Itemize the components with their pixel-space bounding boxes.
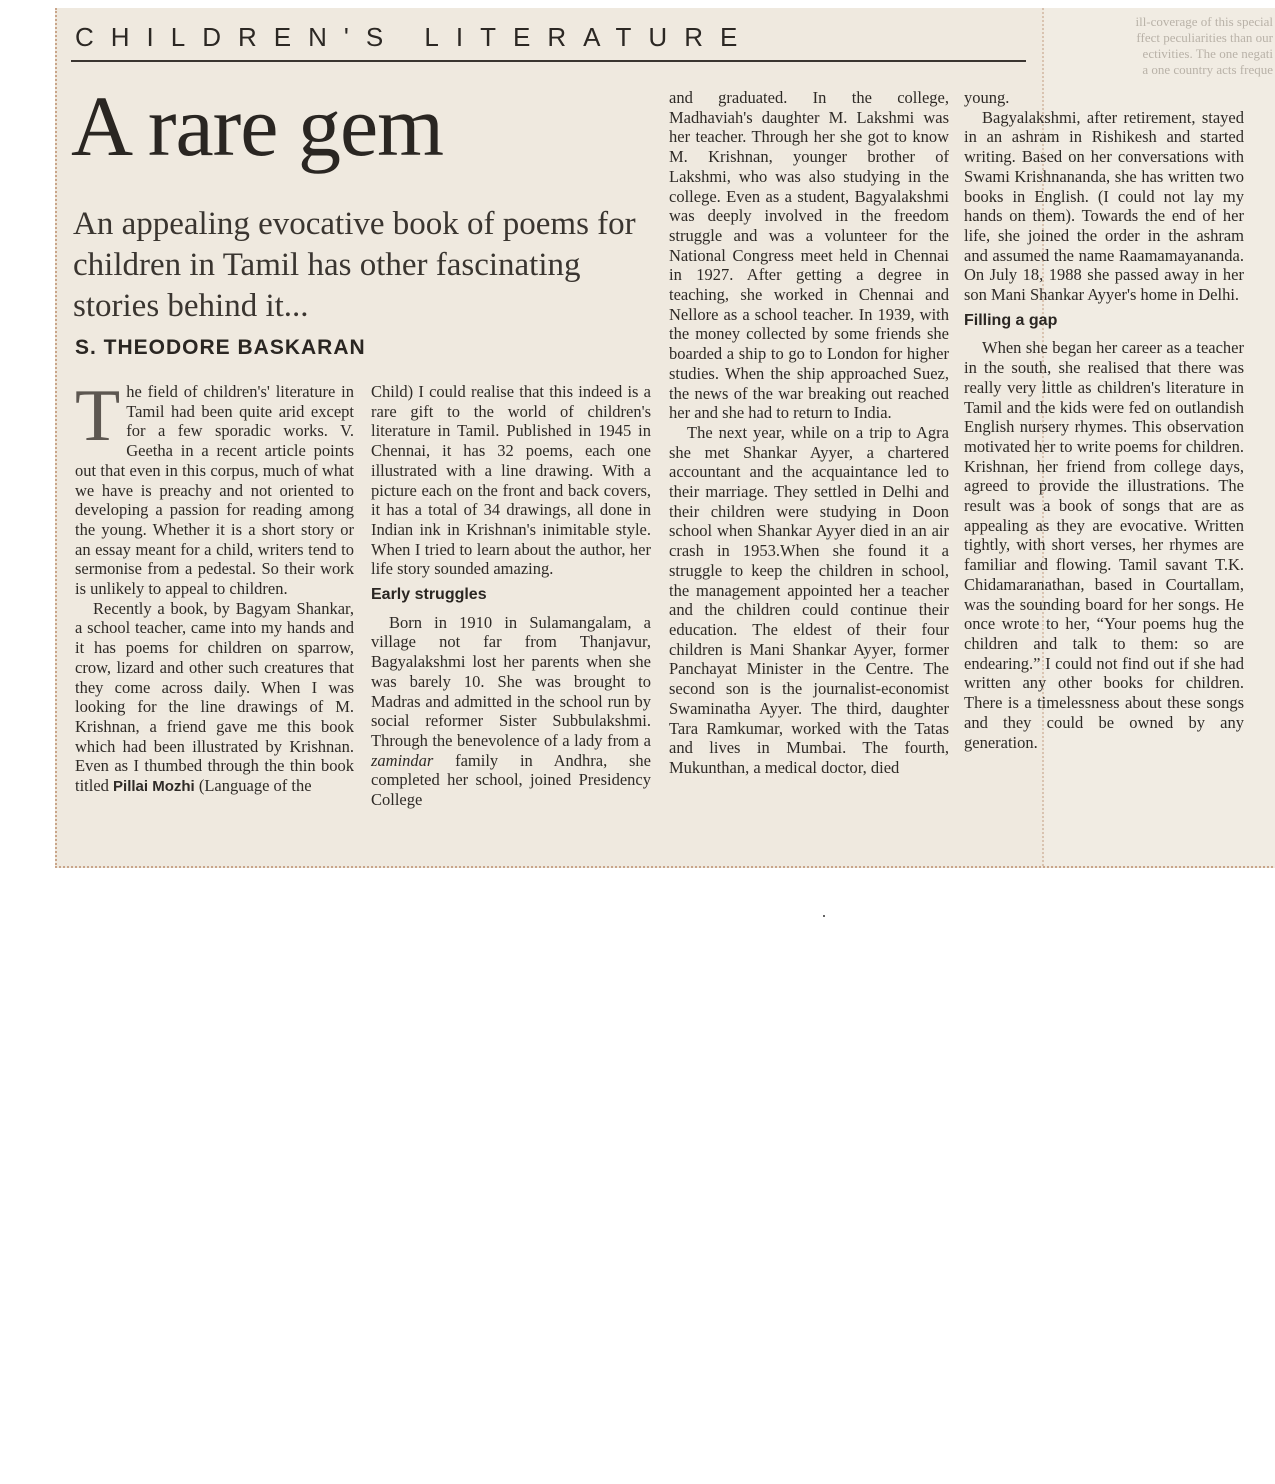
newspaper-clipping bbox=[55, 8, 1275, 868]
section-kicker: CHILDREN'S LITERATURE bbox=[75, 22, 755, 52]
paragraph-text: Recently a book, by Bagyam Shankar, a school teacher, came into my hands and it has poems for children on sparrow, crow, lizard and other such creatures that they come across daily. When I was looking for the line drawings of M. Krishnan, a friend gave me this book which had been illustrated by Krishnan. Even as I thumbed through the thin book titled bbox=[75, 598, 354, 796]
adjacent-line: a one country acts freque bbox=[1142, 62, 1273, 77]
paragraph: The next year, while on a trip to Agra she met Shankar Ayyer, a chartered accountant and the acquaintance led to their marriage. They settled in Delhi and their children were studying in Doon school when Shankar Ayyer died in an air crash in 1953.When she found it a struggle to keep the children in school, the management appointed her a teacher and the children could continue their education. The eldest of their four children is Mani Shankar Ayyer, former Panchayat Minister in the Centre. The second son is the journalist-economist Swaminatha Ayyer. The third, daughter Tara Ramkumar, worked with the Tatas and lives in Mumbai. The fourth, Mukunthan, a medical doctor, died bbox=[669, 422, 949, 777]
paragraph: young. bbox=[964, 88, 1010, 107]
deck: An appealing evocative book of poems for children in Tamil has other fascinating stories behind it... bbox=[73, 206, 636, 324]
paragraph: Bagyalakshmi, after retirement, stayed in an ashram in Rishikesh and started writing. Based on her conversations with Swami Krishnananda, she has written two books in English. (I could not lay my hands on them). Towards the end of her life, she joined the order in the ashram and assumed the name Raamamayananda. On July 18, 1988 she passed away in her son Mani Shankar Ayyer's home in Delhi. bbox=[964, 107, 1244, 305]
adjacent-line: ill-coverage of this special bbox=[1135, 14, 1273, 29]
column-3 bbox=[669, 88, 949, 778]
speck bbox=[823, 915, 825, 917]
paragraph bbox=[371, 613, 651, 810]
book-title: Pillai Mozhi bbox=[113, 778, 195, 796]
adjacent-text bbox=[1053, 14, 1273, 78]
byline: S. THEODORE BASKARAN bbox=[75, 336, 366, 359]
paragraph-text: family in Andhra, she completed her school, joined Presidency College bbox=[371, 750, 651, 810]
drop-cap: T bbox=[75, 375, 121, 457]
paragraph-text: (Language of the bbox=[194, 776, 312, 796]
column-4 bbox=[964, 88, 1244, 752]
italic-word: zamindar bbox=[371, 750, 434, 770]
adjacent-line: ectivities. The one negati bbox=[1142, 46, 1273, 61]
headline: A rare gem bbox=[71, 78, 444, 174]
paragraph-text: he field of children's' literature in Tamil had been quite arid except for a few sporadic works. V. Geetha in a recent article points out that even in this corpus, much of what we have is preachy and not oriented to developing a passion for reading among the young. Whether it is a short story or an essay meant for a child, writers tend to sermonise from a pedestal. So their work is unlikely to appeal to children. bbox=[75, 382, 354, 599]
subhead: Filling a gap bbox=[964, 311, 1058, 329]
adjacent-line: ffect peculiarities than our bbox=[1136, 30, 1273, 45]
paragraph bbox=[75, 599, 354, 797]
subhead: Early struggles bbox=[371, 586, 487, 604]
paragraph bbox=[75, 375, 354, 599]
paragraph-text: Born in 1910 in Sulamangalam, a village not far from Thanjavur, Bagyalakshmi lost her parents when she was barely 10. She was brought to Madras and admitted in the school run by social reformer Sister Subbulakshmi. Through the benevolence of a lady from a bbox=[371, 612, 651, 750]
column-1 bbox=[75, 375, 354, 797]
section-rule bbox=[71, 60, 1026, 62]
paragraph: and graduated. In the college, Madhaviah's daughter M. Lakshmi was her teacher. Through her she got to know M. Krishnan, younger brother of Lakshmi, who was also studying in the college. Even as a student, Bagyalakshmi was deeply involved in the freedom struggle and was a volunteer for the National Congress meet held in Chennai in 1927. After getting a degree in teaching, she worked in Chennai and Nellore as a school teacher. In 1939, with the money collected by some friends she boarded a ship to go to London for higher studies. When the ship approached Suez, the news of the war breaking out reached her and she had to return to India. bbox=[669, 88, 949, 423]
column-2 bbox=[371, 382, 651, 810]
paragraph: Child) I could realise that this indeed is a rare gift to the world of children's literature in Tamil. Published in 1945 in Chennai, it has 32 poems, each one illustrated with a line drawing. With a picture each on the front and back covers, it has a total of 34 drawings, all done in Indian ink in Krishnan's inimitable style. When I tried to learn about the author, her life story sounded amazing. bbox=[371, 382, 651, 579]
paragraph: When she began her career as a teacher in the south, she realised that there was really very little as children's literature in Tamil and the kids were fed on outlandish English nursery rhymes. This observation motivated her to write poems for children. Krishnan, her friend from college days, agreed to provide the illustrations. The result was a book of songs that are as appealing as they are evocative. Written tightly, with short verses, her rhymes are familiar and flowing. Tamil savant T.K. Chidamaranathan, based in Courtallam, was the sounding board for her songs. He once wrote to her, “Your poems hug the children and talk to them: so are endearing.” I could not find out if she had written any other books for children. There is a timelessness about these songs and they could be owned by any generation. bbox=[964, 338, 1244, 752]
